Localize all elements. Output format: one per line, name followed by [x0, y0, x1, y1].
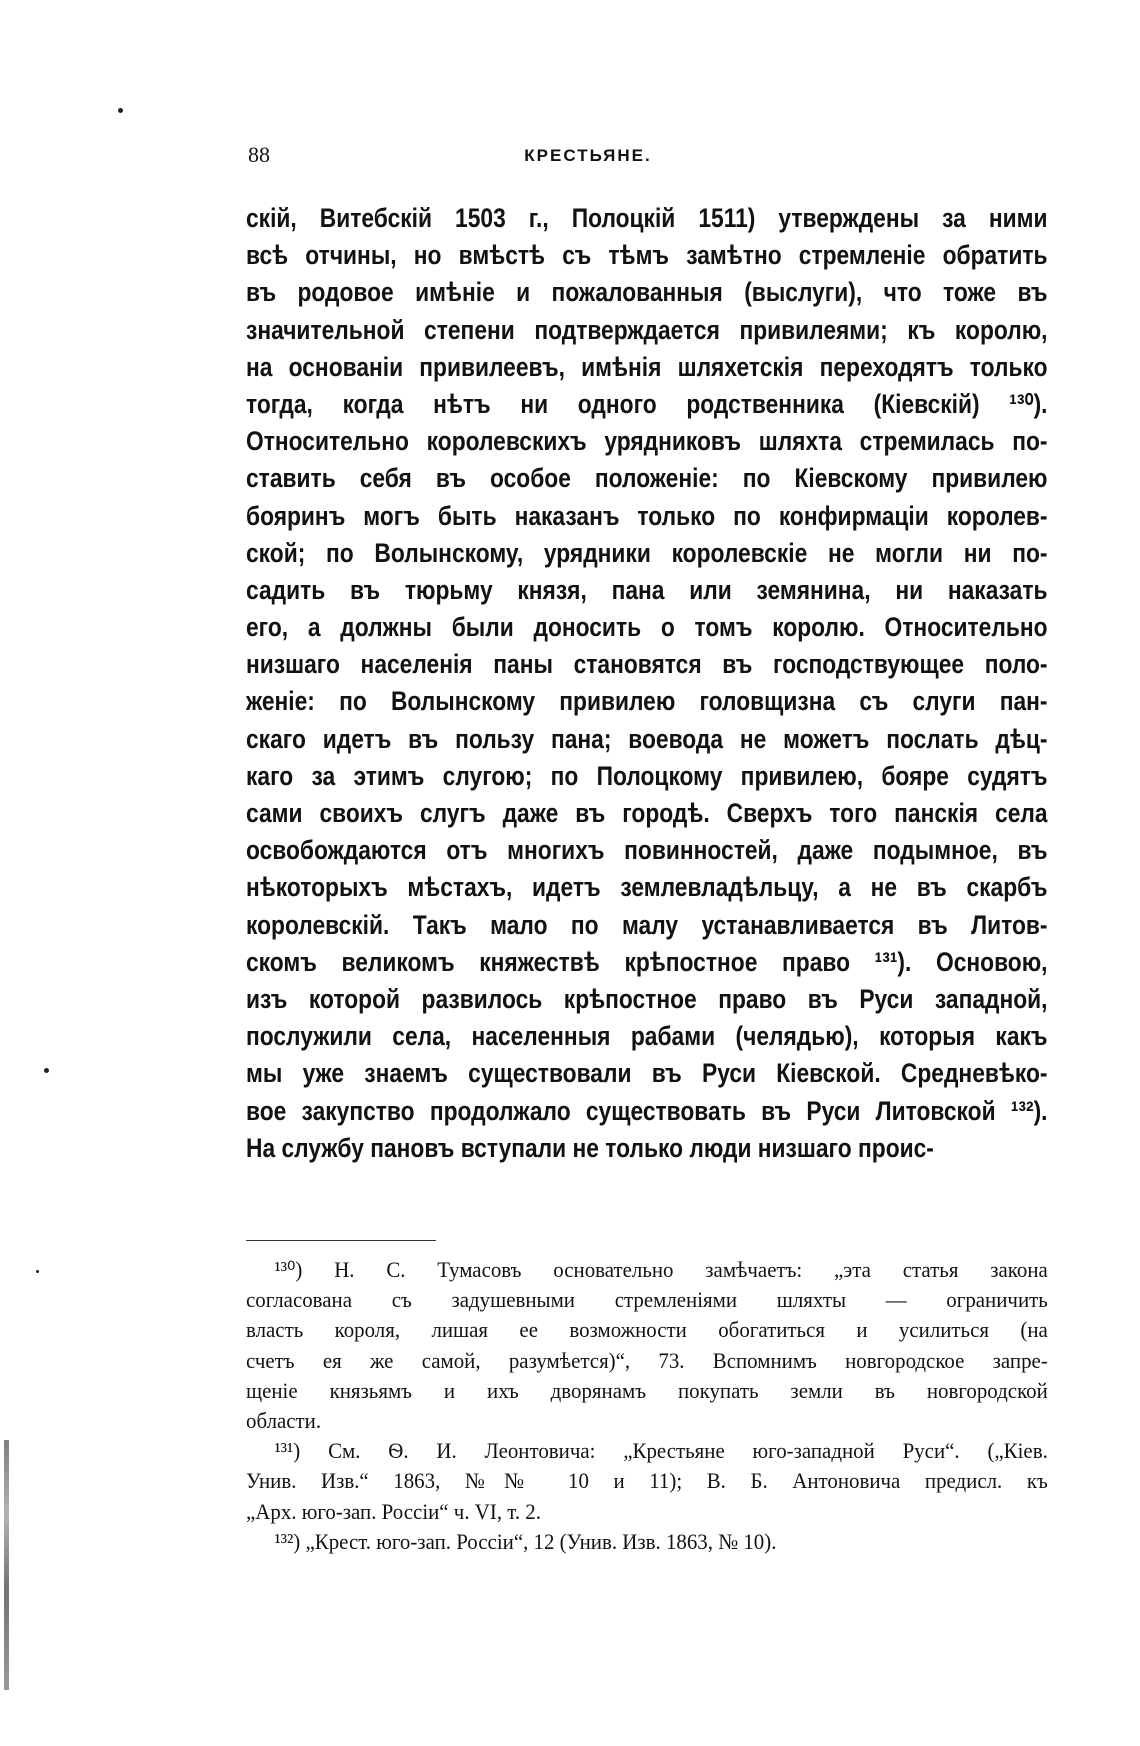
- body-line: ской; по Волынскому, урядники королевскіе не могли ни по-: [246, 537, 1048, 568]
- body-line: скій, Витебскій 1503 г., Полоцкій 1511) утверждены за ними: [246, 203, 1048, 233]
- footnote-130-line: власть короля, лишая ее возможности обогатиться и усилиться (на: [246, 1317, 1048, 1343]
- body-line: низшаго населенія паны становятся въ господствующее поло-: [246, 649, 1048, 680]
- footnote-130-line: щеніе князьямъ и ихъ дворянамъ покупать земли въ новгородской: [246, 1377, 1048, 1403]
- scan-speck: [36, 1270, 39, 1273]
- footnote-131-line: ¹³¹) См. Ѳ. И. Леонтовича: „Крестьяне юго-западной Руси“. („Кіев.: [274, 1438, 1048, 1464]
- body-line: всѣ отчины, но вмѣстѣ съ тѣмъ замѣтно стремленіе обратить: [246, 240, 1048, 271]
- body-line: Относительно королевскихъ урядниковъ шляхта стремилась по-: [246, 426, 1048, 457]
- footnote-130-line: согласована съ задушевными стремленіями шляхты — ограничить: [246, 1287, 1048, 1313]
- body-line: каго за этимъ слугою; по Полоцкому привилею, бояре судятъ: [246, 760, 1048, 791]
- body-line: значительной степени подтверждается привилеями; къ королю,: [246, 314, 1048, 345]
- footnote-132-line: ¹³²) „Крест. юго-зап. Россіи“, 12 (Унив. Изв. 1863, № 10).: [274, 1528, 777, 1554]
- footnote-130-line: счетъ ея же самой, разумѣется)“, 73. Вспомнимъ новгородское запре-: [246, 1347, 1048, 1373]
- body-line: ставить себя въ особое положеніе: по Кіевскому привилею: [246, 463, 1048, 494]
- body-line: тогда, когда нѣтъ ни одного родственника (Кіевскій) ¹³⁰).: [246, 388, 1048, 419]
- scan-edge-artifact: [4, 1440, 9, 1690]
- body-line: женіе: по Волынскому привилею головщизна съ слуги пан-: [246, 686, 1048, 717]
- body-line: нѣкоторыхъ мѣстахъ, идетъ землевладѣльцу, а не въ скарбъ: [246, 872, 1048, 903]
- body-line: королевскій. Такъ мало по малу устанавливается въ Литов-: [246, 909, 1048, 940]
- body-line: садить въ тюрьму князя, пана или земянина, ни наказать: [246, 574, 1048, 605]
- body-line: скаго идетъ въ пользу пана; воевода не можетъ послать дѣц-: [246, 723, 1048, 754]
- body-line: его, а должны были доносить о томъ королю. Относительно: [246, 612, 1048, 643]
- scan-speck: [44, 1068, 49, 1073]
- body-line: въ родовое имѣніе и пожалованныя (выслуги), что тоже въ: [246, 277, 1048, 308]
- body-line: освобождаются отъ многихъ повинностей, даже подымное, въ: [246, 835, 1048, 866]
- body-line: изъ которой развилось крѣпостное право въ Руси западной,: [246, 983, 1048, 1014]
- body-line: вое закупство продолжало существовать въ Руси Литовской ¹³²).: [246, 1095, 1048, 1126]
- body-line: На службу пановъ вступали не только люди низшаго проис-: [246, 1132, 934, 1163]
- body-line: на основаніи привилеевъ, имѣнія шляхетскія переходятъ только: [246, 351, 1048, 382]
- footnote-130-line: ¹³⁰) Н. С. Тумасовъ основательно замѣчаетъ: „эта статья закона: [274, 1257, 1048, 1282]
- scan-speck: [118, 108, 123, 113]
- footnote-130-line: области.: [246, 1407, 322, 1433]
- footnote-131-line: „Арх. юго-зап. Россіи“ ч. VI, т. 2.: [246, 1498, 541, 1524]
- footnotes: [246, 1255, 1048, 1557]
- body-text: [246, 200, 1048, 1167]
- page-number: 88: [248, 142, 270, 167]
- running-title: КРЕСТЬЯНЕ.: [524, 146, 652, 165]
- footnote-131-line: Унив. Изв.“ 1863, №№ 10 и 11); В. Б. Антоновича предисл. къ: [246, 1468, 1048, 1494]
- body-line: мы уже знаемъ существовали въ Руси Кіевской. Средневѣко-: [246, 1058, 1048, 1089]
- body-line: бояринъ могъ быть наказанъ только по конфирмаціи королев-: [246, 500, 1048, 531]
- body-line: сами своихъ слугъ даже въ городѣ. Сверхъ того панскія села: [246, 798, 1048, 828]
- page-header: [248, 142, 1048, 172]
- body-line: послужили села, населенныя рабами (челядью), которыя какъ: [246, 1021, 1048, 1052]
- footnote-rule: [246, 1240, 436, 1241]
- body-line: скомъ великомъ княжествѣ крѣпостное право ¹³¹). Основою,: [246, 946, 1048, 977]
